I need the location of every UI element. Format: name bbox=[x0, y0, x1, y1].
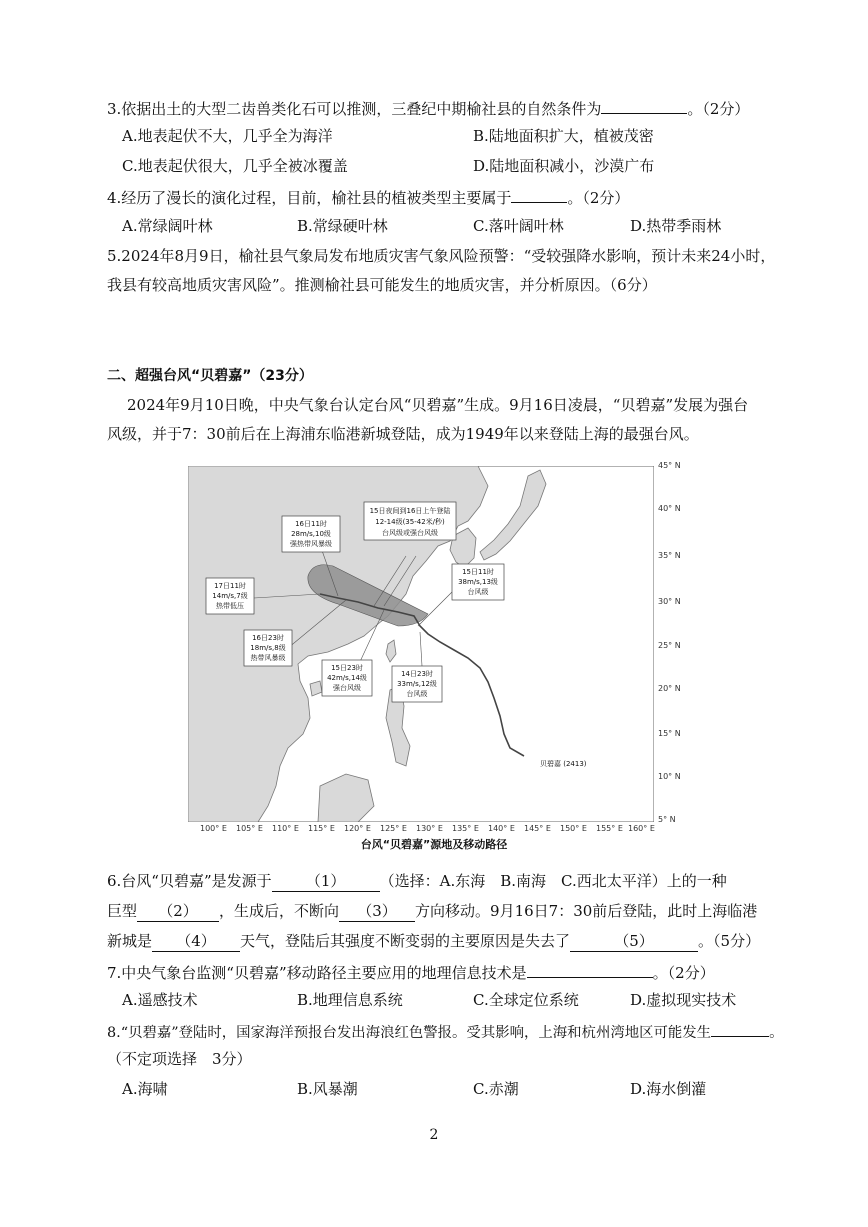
label-15-23-line3: 强台风级 bbox=[333, 684, 361, 692]
label-15-11 bbox=[452, 564, 504, 600]
q6-line-1-text-a: 6.台风“贝碧嘉”是发源于 bbox=[107, 872, 272, 890]
label-15-night-line3: 台风级或强台风级 bbox=[382, 529, 438, 537]
label-17-11-line1: 17日11时 bbox=[214, 582, 246, 590]
q8-option-c: C.赤潮 bbox=[473, 1080, 519, 1098]
q3-stem-score: 。（2分） bbox=[687, 100, 750, 118]
lon-label-125: 125° E bbox=[380, 824, 407, 833]
q8-line-1 bbox=[107, 1020, 783, 1043]
q6-line-1-text-b: （选择：A.东海 B.南海 C.西北太平洋）上的一种 bbox=[379, 872, 727, 890]
lat-label-5: 5° N bbox=[658, 815, 676, 824]
lon-label-130: 130° E bbox=[416, 824, 443, 833]
label-15-11-line1: 15日11时 bbox=[462, 568, 494, 576]
lon-label-135: 135° E bbox=[452, 824, 479, 833]
q6-line-2 bbox=[107, 901, 757, 922]
label-15-11-line3: 台风级 bbox=[467, 588, 489, 596]
q3-option-b: B.陆地面积扩大，植被茂密 bbox=[473, 127, 654, 145]
q6-blank-2[interactable]: （2） bbox=[137, 901, 219, 922]
storm-name-label: 贝碧嘉 (2413) bbox=[540, 760, 587, 768]
label-14-23-line2: 33m/s,12级 bbox=[397, 680, 437, 688]
q4-stem-score: 。（2分） bbox=[567, 189, 630, 207]
q6-line-3-text-a: 新城是 bbox=[107, 932, 153, 950]
q7-stem bbox=[107, 961, 715, 983]
q8-option-d: D.海水倒灌 bbox=[630, 1080, 707, 1098]
label-15-23-line2: 42m/s,14级 bbox=[327, 674, 367, 682]
lon-label-145: 145° E bbox=[524, 824, 551, 833]
label-15-23 bbox=[322, 660, 372, 696]
q4-option-c: C.落叶阔叶林 bbox=[473, 217, 564, 235]
q8-option-b: B.风暴潮 bbox=[297, 1080, 358, 1098]
label-14-23-line1: 14日23时 bbox=[401, 670, 433, 678]
label-17-11-line2: 14m/s,7级 bbox=[212, 592, 248, 600]
q3-stem bbox=[107, 97, 749, 119]
q8-line-1-end: 。 bbox=[769, 1025, 784, 1041]
lon-label-150: 150° E bbox=[560, 824, 587, 833]
lat-label-40: 40° N bbox=[658, 504, 681, 513]
lon-label-110: 110° E bbox=[272, 824, 299, 833]
lat-label-15: 15° N bbox=[658, 729, 681, 738]
lon-label-115: 115° E bbox=[308, 824, 335, 833]
label-16-11 bbox=[282, 516, 340, 552]
section-2-title: 二、超强台风“贝碧嘉”（23分） bbox=[107, 368, 313, 384]
q4-stem-text: 4.经历了漫长的演化过程，目前，榆社县的植被类型主要属于 bbox=[107, 189, 512, 207]
label-14-23-line3: 台风级 bbox=[406, 690, 428, 698]
q6-blank-1[interactable]: （1） bbox=[272, 871, 380, 892]
q7-stem-score: 。（2分） bbox=[652, 964, 715, 982]
q6-line-2-text-c: 方向移动。9月16日7：30前后登陆，此时上海临港 bbox=[415, 902, 758, 920]
q7-option-b: B.地理信息系统 bbox=[297, 991, 403, 1009]
q7-option-d: D.虚拟现实技术 bbox=[630, 991, 737, 1009]
label-15-night bbox=[364, 502, 456, 540]
q5-line-2: 我县有较高地质灾害风险”。推测榆社县可能发生的地质灾害，并分析原因。（6分） bbox=[107, 276, 657, 294]
lat-label-25: 25° N bbox=[658, 641, 681, 650]
q6-blank-4[interactable]: （4） bbox=[152, 931, 240, 952]
q7-stem-text: 7.中央气象台监测“贝碧嘉”移动路径主要应用的地理信息技术是 bbox=[107, 964, 527, 982]
q6-blank-5[interactable]: （5） bbox=[570, 931, 698, 952]
q8-answer-blank[interactable] bbox=[711, 1020, 769, 1037]
q4-option-d: D.热带季雨林 bbox=[630, 217, 722, 235]
section-2-para-line-2: 风级，并于7：30前后在上海浦东临港新城登陆，成为1949年以来登陆上海的最强台风。 bbox=[107, 425, 699, 443]
q6-line-2-text-a: 巨型 bbox=[107, 902, 138, 920]
lat-label-20: 20° N bbox=[658, 684, 681, 693]
label-16-23-line2: 18m/s,8级 bbox=[250, 644, 286, 652]
q7-option-a: A.遥感技术 bbox=[122, 991, 198, 1009]
lon-label-120: 120° E bbox=[344, 824, 371, 833]
q8-option-a: A.海啸 bbox=[122, 1080, 168, 1098]
lon-label-160: 160° E bbox=[628, 824, 655, 833]
q3-option-c: C.地表起伏很大，几乎全被冰覆盖 bbox=[122, 157, 348, 175]
q4-option-a: A.常绿阔叶林 bbox=[122, 217, 213, 235]
label-14-23 bbox=[392, 666, 442, 702]
q4-stem bbox=[107, 186, 629, 208]
q6-line-1 bbox=[107, 871, 727, 892]
lat-label-30: 30° N bbox=[658, 597, 681, 606]
section-2-para-line-1: 2024年9月10日晚，中央气象台认定台风“贝碧嘉”生成。9月16日凌晨，“贝碧嘉”发展为强台 bbox=[127, 396, 749, 414]
map-caption: 台风“贝碧嘉”源地及移动路径 bbox=[360, 838, 508, 851]
q3-option-a: A.地表起伏不大，几乎全为海洋 bbox=[122, 127, 333, 145]
label-15-23-line1: 15日23时 bbox=[331, 664, 363, 672]
q4-answer-blank[interactable] bbox=[511, 186, 567, 203]
q7-option-c: C.全球定位系统 bbox=[473, 991, 579, 1009]
typhoon-track-map bbox=[188, 466, 654, 822]
lat-label-10: 10° N bbox=[658, 772, 681, 781]
q4-option-b: B.常绿硬叶林 bbox=[297, 217, 388, 235]
lon-label-155: 155° E bbox=[596, 824, 623, 833]
q6-line-3 bbox=[107, 931, 760, 952]
q3-answer-blank[interactable] bbox=[601, 97, 687, 114]
label-16-23-line1: 16日23时 bbox=[252, 634, 284, 642]
latitude-axis bbox=[654, 458, 694, 828]
q5-line-1: 5.2024年8月9日，榆社县气象局发布地质灾害气象风险预警：“受较强降水影响，预计未来24小时， bbox=[107, 247, 776, 265]
page-number: 2 bbox=[429, 1127, 439, 1143]
q8-line-2: （不定项选择 3分） bbox=[107, 1050, 252, 1068]
q3-stem-text: 3.依据出土的大型二齿兽类化石可以推测，三叠纪中期榆社县的自然条件为 bbox=[107, 100, 602, 118]
q6-blank-3[interactable]: （3） bbox=[339, 901, 415, 922]
lat-label-45: 45° N bbox=[658, 461, 681, 470]
q7-answer-blank[interactable] bbox=[527, 961, 653, 978]
q8-line-1-text: 8.“贝碧嘉”登陆时，国家海洋预报台发出海浪红色警报。受其影响，上海和杭州湾地区可能发生 bbox=[107, 1025, 712, 1041]
longitude-axis bbox=[188, 822, 666, 834]
label-17-11 bbox=[206, 578, 254, 614]
label-16-23 bbox=[244, 630, 292, 666]
label-17-11-line3: 热带低压 bbox=[216, 602, 244, 610]
label-16-23-line3: 热带风暴级 bbox=[250, 654, 286, 662]
q6-line-3-text-c: 。（5分） bbox=[698, 932, 761, 950]
label-16-11-line3: 强热带风暴级 bbox=[290, 540, 332, 548]
q6-line-2-text-b: ，生成后，不断向 bbox=[219, 902, 340, 920]
q3-option-d: D.陆地面积减小，沙漠广布 bbox=[473, 157, 655, 175]
q6-line-3-text-b: 天气，登陆后其强度不断变弱的主要原因是失去了 bbox=[240, 932, 571, 950]
lon-label-140: 140° E bbox=[488, 824, 515, 833]
label-15-night-line2: 12-14级(35-42米/秒) bbox=[375, 518, 445, 526]
label-15-night-line1: 15日夜间到16日上午登陆 bbox=[369, 507, 451, 515]
label-16-11-line1: 16日11时 bbox=[295, 520, 327, 528]
lon-label-100: 100° E bbox=[200, 824, 227, 833]
lon-label-105: 105° E bbox=[236, 824, 263, 833]
label-15-11-line2: 38m/s,13级 bbox=[458, 578, 498, 586]
label-16-11-line2: 28m/s,10级 bbox=[291, 530, 331, 538]
lat-label-35: 35° N bbox=[658, 551, 681, 560]
